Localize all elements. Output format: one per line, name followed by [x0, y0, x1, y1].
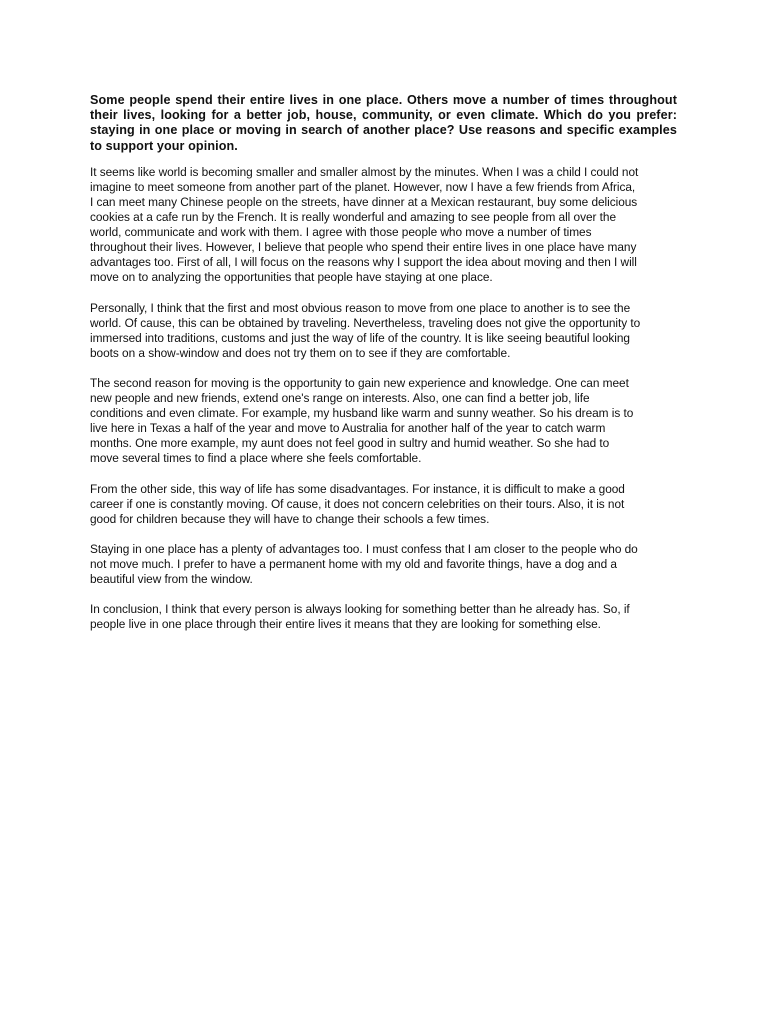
essay-body: [90, 93, 677, 647]
paragraph-new-experience: The second reason for moving is the opportunity to gain new experience and knowledge. One can meet new people and new friends, extend one's range on interests. Also, one can find a better job, life conditions and even climate. For example, my husband like warm and sunny weather. So his dream is to live here in Texas a half of the year and move to Australia for another half of the year to catch warm months. One more example, my aunt does not feel good in sultry and humid weather. So she had to move several times to find a place where she feels comfortable.: [90, 375, 634, 466]
paragraph-staying-advantages: Staying in one place has a plenty of advantages too. I must confess that I am closer to the people who do not move much. I prefer to have a permanent home with my old and favorite things, have a dog and a beautiful view from the window.: [90, 541, 638, 586]
paragraph-disadvantages: From the other side, this way of life has some disadvantages. For instance, it is difficult to make a good career if one is constantly moving. Of cause, it does not concern celebrities on their tours. Also, it is not good for children because they will have to change their schools a few times.: [90, 481, 625, 526]
paragraph-conclusion: In conclusion, I think that every person is always looking for something better than he already has. So, if people live in one place through their entire lives it means that they are looking for something else.: [90, 602, 630, 632]
paragraph-introduction: It seems like world is becoming smaller and smaller almost by the minutes. When I was a child I could not imagine to meet someone from another part of the planet. However, now I have a few friends from Africa, I can meet many Chinese people on the streets, have dinner at a Mexican restaurant, buy some delicious cookies at a cafe run by the French. It is really wonderful and amazing to see people from all over the world, communicate and work with them. I agree with those people who move a number of times throughout their lives. However, I believe that people who spend their entire lives in one place have many advantages too. First of all, I will focus on the reasons why I support the idea about moving and then I will move on to analyzing the opportunities that people have staying at one place.: [90, 164, 639, 285]
essay-prompt: Some people spend their entire lives in one place. Others move a number of times throughout their lives, looking for a better job, house, community, or even climate. Which do you prefer: staying in one place or moving in search of another place? Use reasons and specific examples to support your opinion.: [90, 93, 677, 153]
paragraph-see-the-world: Personally, I think that the first and most obvious reason to move from one place to another is to see the world. Of cause, this can be obtained by traveling. Nevertheless, traveling does not give the opportunity to immersed into traditions, customs and just the way of life of the country. It is like seeing beautiful looking boots on a show-window and does not try them on to see if they are comfortable.: [90, 300, 641, 360]
